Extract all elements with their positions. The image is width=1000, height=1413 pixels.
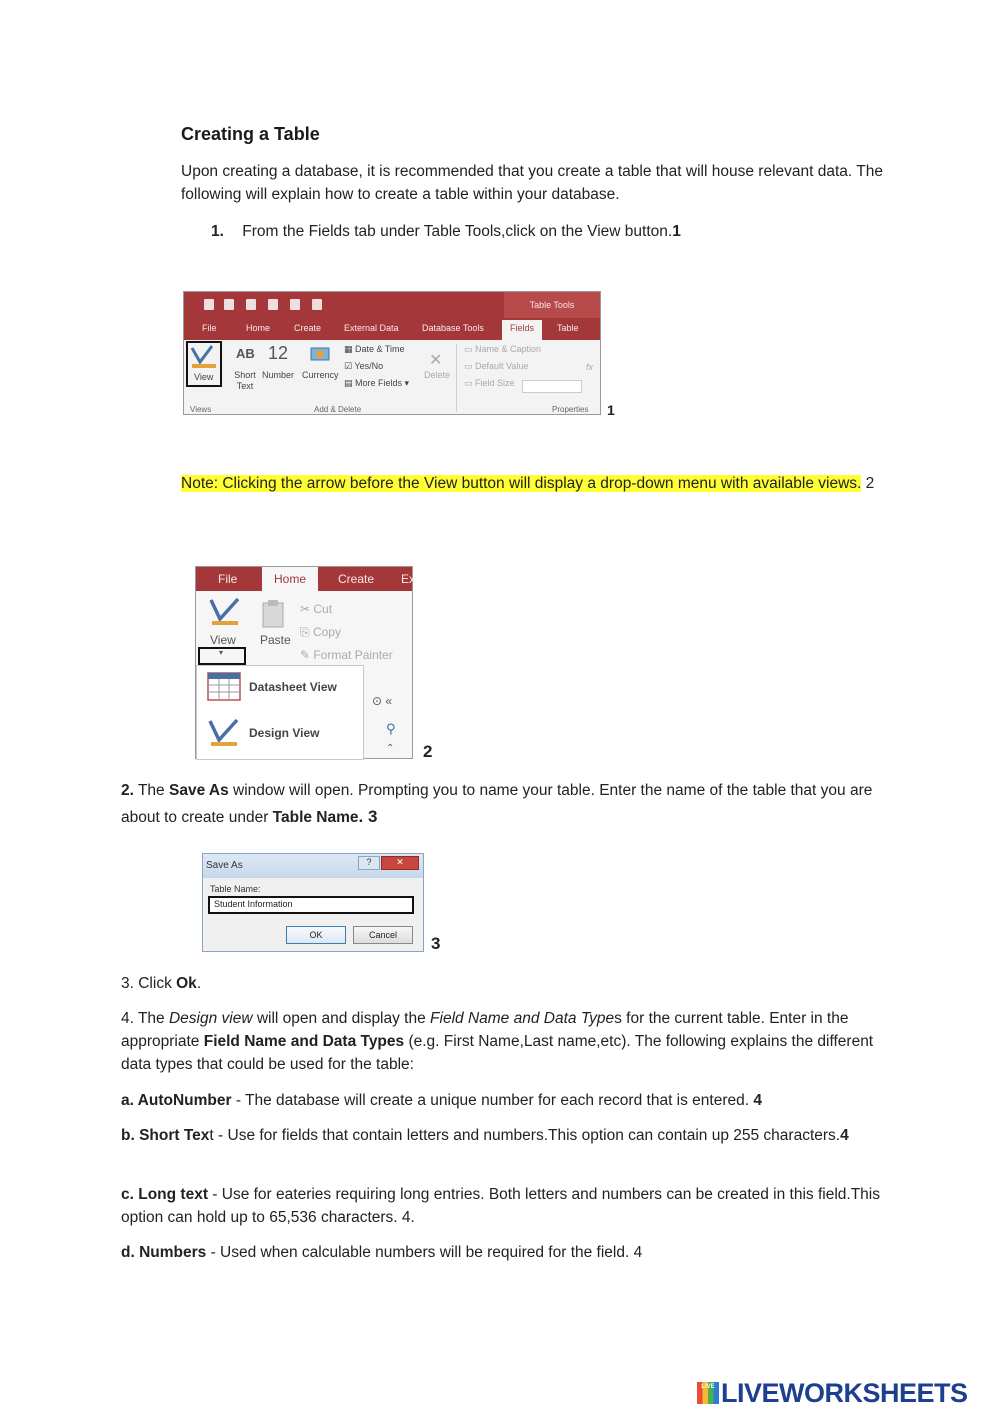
- step-4-field-types: Field Name and Data Type: [430, 1010, 615, 1027]
- tab-fields[interactable]: Fields: [502, 320, 542, 340]
- step-2-number: 2.: [121, 782, 134, 799]
- type-numbers: [121, 1241, 881, 1264]
- step-4-design-view: Design view: [168, 1010, 253, 1027]
- group-views: Views: [190, 405, 212, 414]
- save-icon: [204, 299, 214, 310]
- paste-icon: [260, 599, 286, 629]
- ribbon-body: [184, 340, 600, 416]
- number-icon: 12: [268, 343, 289, 363]
- design-view-icon: [208, 597, 242, 627]
- new-icon: [268, 299, 278, 310]
- intro-paragraph: Upon creating a database, it is recommended that you create a table that will house relevant data. The following will explain how to create a table within your database.: [181, 163, 883, 203]
- note: [181, 472, 881, 495]
- view-dropdown-menu: [196, 665, 364, 760]
- step-3-post: .: [196, 975, 202, 992]
- type-label: b. Short Tex: [121, 1127, 210, 1144]
- yes-no-button[interactable]: ☑ Yes/No: [344, 361, 384, 371]
- view-label: View: [210, 633, 236, 647]
- step-3: [121, 972, 201, 995]
- step-4: [121, 1007, 881, 1076]
- ribbon-screenshot: [183, 291, 601, 415]
- datasheet-view-item[interactable]: Datasheet View: [249, 680, 337, 694]
- view-dropdown-screenshot: [195, 566, 416, 759]
- delete-icon: ✕: [429, 352, 443, 369]
- view-button-highlight[interactable]: [186, 341, 222, 387]
- figure-1-label: 1: [607, 402, 615, 418]
- step-4-pre: 4. The: [121, 1010, 169, 1027]
- note-ref: 2: [865, 475, 875, 492]
- help-icon[interactable]: ?: [358, 856, 380, 870]
- tab-table[interactable]: Table: [557, 323, 579, 333]
- table-tools-label: Table Tools: [504, 292, 600, 318]
- field-size-label: ▭ Field Size: [464, 378, 515, 388]
- search-icon[interactable]: ⚲: [386, 721, 396, 736]
- save-as-dialog-screenshot: [202, 853, 424, 952]
- note-highlight: Note: Clicking the arrow before the View button will display a drop-down menu with available views.: [181, 475, 862, 492]
- date-time-button[interactable]: ▦ Date & Time: [344, 344, 405, 354]
- copy-button[interactable]: ⎘ Copy: [300, 625, 341, 639]
- group-properties: Properties: [552, 405, 589, 414]
- type-text: - Used when calculable numbers will be required for the field. 4: [206, 1244, 643, 1261]
- type-ref: 4: [840, 1127, 849, 1144]
- nav-pane-chevron-icon[interactable]: ⊙ «: [372, 694, 393, 708]
- fx-icon: fx: [586, 362, 594, 372]
- type-text: - The database will create a unique number for each record that is entered.: [231, 1092, 754, 1109]
- step-2-mid: window will open. Prompting you to name your table. Enter the name of the table that you are about to create under: [121, 782, 873, 826]
- step-2-ref: . 3: [358, 807, 378, 826]
- figure-2-label: 2: [423, 742, 433, 761]
- currency-icon: [310, 346, 332, 364]
- field-items: [344, 344, 409, 389]
- cut-button[interactable]: ✂ Cut: [300, 602, 333, 616]
- step-4-mid1: will open and display the: [252, 1010, 431, 1027]
- cancel-button[interactable]: Cancel: [353, 926, 413, 944]
- type-autonumber: [121, 1089, 881, 1112]
- step-2-pre: The: [137, 782, 169, 799]
- step-3-ok: Ok: [176, 975, 197, 992]
- type-label: d. Numbers: [121, 1244, 207, 1261]
- step-2: [121, 778, 881, 831]
- currency-button[interactable]: Currency: [302, 370, 339, 380]
- type-label: a. AutoNumber: [121, 1092, 232, 1109]
- more-fields-button[interactable]: ▤ More Fields ▾: [344, 378, 410, 388]
- save-as-icon: [246, 299, 256, 310]
- step-3-pre: 3. Click: [121, 975, 177, 992]
- group-divider: [456, 344, 457, 412]
- dropdown-tabs: [196, 567, 416, 591]
- default-value-button[interactable]: ▭ Default Value: [464, 361, 529, 371]
- design-view-icon: [207, 718, 241, 748]
- tab-database-tools[interactable]: Database Tools: [422, 323, 484, 333]
- table-name-label: Table Name:: [210, 884, 261, 894]
- tab-home[interactable]: Home: [246, 323, 271, 333]
- type-label: c. Long text: [121, 1186, 208, 1203]
- paste-button[interactable]: Paste: [260, 633, 291, 647]
- open-icon: [312, 299, 322, 310]
- tab-create[interactable]: Create: [294, 323, 322, 333]
- page-title: Creating a Table: [181, 124, 320, 144]
- step-1-number: 1.: [211, 223, 224, 240]
- delete-button[interactable]: Delete: [424, 370, 451, 380]
- copy-icon: [290, 299, 300, 310]
- clipboard-items: [300, 598, 393, 667]
- tab-home[interactable]: Home: [262, 567, 318, 591]
- view-label: View: [194, 372, 214, 382]
- step-4-mid2: s for the current table. Enter in the appropriate: [121, 1010, 849, 1050]
- step-4-post: (e.g. First Name,Last name,etc). The following explains the different data types that could be used for the table:: [121, 1033, 874, 1073]
- short-text-icon: AB: [236, 346, 255, 361]
- number-button[interactable]: Number: [262, 370, 295, 380]
- tab-external[interactable]: Ex: [401, 572, 416, 586]
- step-1-text: From the Fields tab under Table Tools,click on the View button.: [242, 223, 673, 240]
- ribbon-tabs: [184, 318, 600, 340]
- format-painter-button[interactable]: ✎ Format Painter: [300, 648, 393, 662]
- quick-access-toolbar: [184, 292, 600, 318]
- tab-file[interactable]: File: [202, 323, 217, 333]
- type-text: t - Use for fields that contain letters and numbers.This option can contain up 255 characters.: [209, 1127, 841, 1144]
- type-ref: 4: [753, 1092, 762, 1109]
- type-text: - Use for eateries requiring long entries. Both letters and numbers can be created in this field.This option can hold up to 65,536 characters. 4.: [121, 1186, 880, 1226]
- table-name-input[interactable]: [208, 896, 414, 914]
- close-icon[interactable]: ✕: [381, 856, 419, 870]
- group-add-delete: Add & Delete: [314, 405, 362, 414]
- step-2-table-name: Table Name: [272, 809, 359, 826]
- step-4-bold: Field Name and Data Types: [203, 1033, 405, 1050]
- short-text-button[interactable]: Short Text: [234, 370, 256, 391]
- table-name-value: Student Information: [214, 899, 293, 909]
- type-long-text: [121, 1183, 881, 1229]
- tab-file[interactable]: File: [218, 572, 238, 586]
- field-size-input[interactable]: [522, 380, 582, 393]
- name-caption-button[interactable]: ▭ Name & Caption: [464, 344, 542, 354]
- ok-button[interactable]: OK: [286, 926, 346, 944]
- folder-icon: [224, 299, 234, 310]
- logo-badge: LIVE: [697, 1382, 719, 1404]
- type-short-text: [121, 1124, 881, 1147]
- step-1: [211, 220, 891, 243]
- chevron-down-icon: ▾: [219, 648, 224, 657]
- dialog-titlebar: [203, 854, 423, 878]
- collapse-icon[interactable]: ⌃: [386, 743, 395, 754]
- design-view-item[interactable]: Design View: [249, 726, 320, 740]
- design-view-icon: [188, 344, 220, 370]
- datasheet-view-icon: [207, 672, 241, 702]
- logo-text: LIVEWORKSHEETS: [721, 1377, 968, 1408]
- tab-external-data[interactable]: External Data: [344, 323, 399, 333]
- step-2-save-as: Save As: [168, 782, 229, 799]
- tab-create[interactable]: Create: [338, 572, 375, 586]
- dialog-title: Save As: [206, 860, 243, 871]
- step-1-ref: 1: [672, 223, 681, 240]
- liveworksheets-logo: [697, 1378, 968, 1408]
- figure-3-label: 3: [431, 934, 441, 953]
